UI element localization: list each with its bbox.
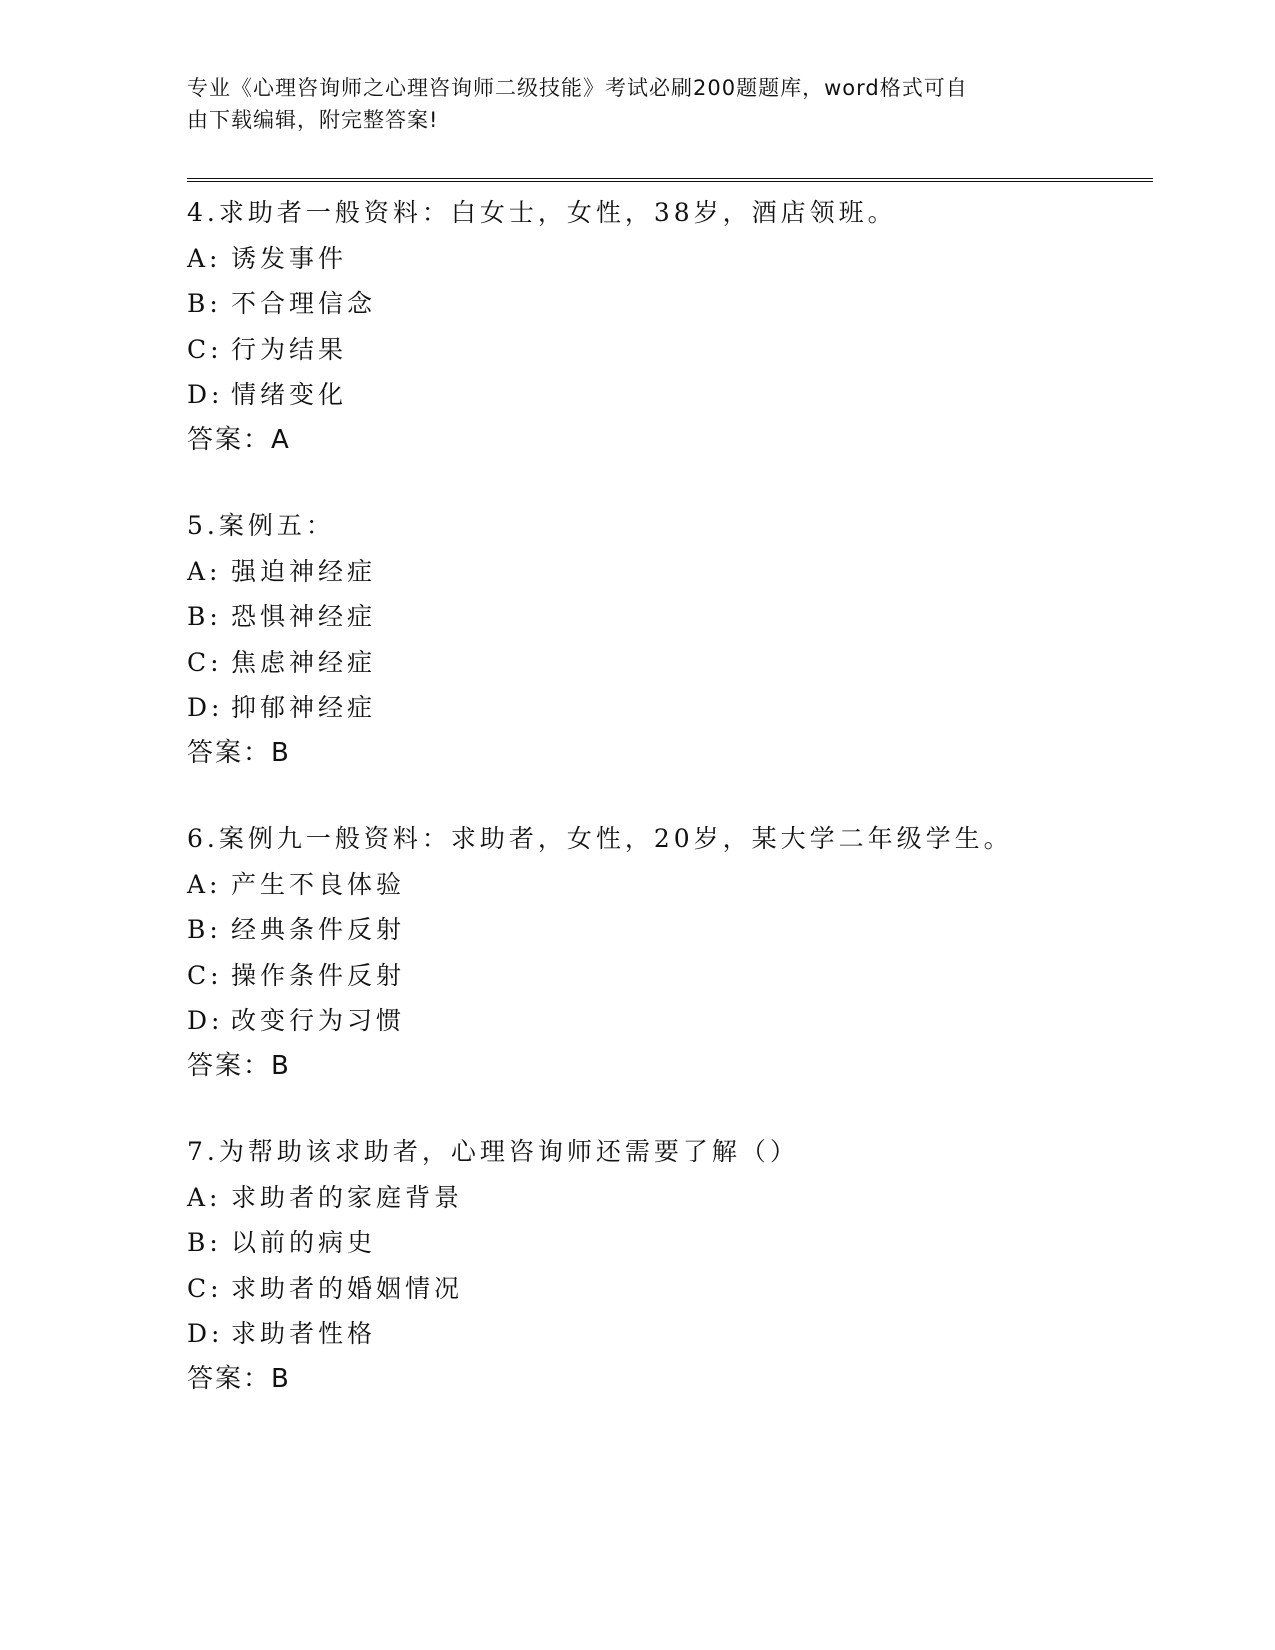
option-d [187, 998, 1153, 1044]
option-text: 强迫神经症 [231, 556, 377, 586]
option-text: 求助者的婚姻情况 [231, 1273, 464, 1303]
option-text: 操作条件反射 [231, 960, 406, 990]
option-a [187, 862, 1153, 908]
answer-line: 答案：B [187, 1050, 291, 1081]
option-d [187, 1311, 1153, 1357]
option-text: 不合理信念 [231, 289, 377, 318]
question-7 [187, 1129, 1153, 1402]
option-key: B: [187, 602, 222, 631]
question-stem: 4.求助者一般资料：白女士，女性，38岁，酒店领班。 [187, 198, 897, 227]
option-c [187, 1266, 1153, 1312]
option-key: C: [187, 334, 223, 364]
option-key: A: [187, 869, 222, 899]
question-4 [187, 190, 1153, 463]
option-a [187, 1175, 1153, 1221]
option-b [187, 594, 1153, 640]
option-d [187, 372, 1153, 418]
option-c [187, 953, 1153, 999]
option-b [187, 907, 1153, 953]
option-text: 以前的病史 [231, 1228, 377, 1257]
option-key: B: [187, 1228, 222, 1257]
option-text: 求助者的家庭背景 [231, 1182, 464, 1212]
question-list [187, 190, 1153, 1442]
option-text: 情绪变化 [231, 380, 348, 409]
option-a [187, 549, 1153, 595]
question-stem: 7.为帮助该求助者，心理咨询师还需要了解（） [187, 1137, 799, 1166]
question-6 [187, 816, 1153, 1089]
option-key: B: [187, 289, 222, 318]
option-a [187, 236, 1153, 282]
option-text: 焦虑神经症 [231, 647, 377, 677]
option-text: 产生不良体验 [231, 869, 406, 899]
option-key: A: [187, 243, 222, 273]
option-text: 抑郁神经症 [231, 693, 377, 722]
option-b [187, 281, 1153, 327]
header-line-1: 专业《心理咨询师之心理咨询师二级技能》考试必刷200题题库，word格式可自 [187, 76, 968, 100]
option-key: A: [187, 1182, 222, 1212]
option-text: 诱发事件 [231, 243, 348, 273]
option-key: C: [187, 960, 223, 990]
answer-line: 答案：B [187, 1363, 291, 1394]
question-stem: 5.案例五： [187, 511, 335, 540]
question-5 [187, 503, 1153, 776]
option-text: 改变行为习惯 [231, 1006, 406, 1035]
answer-line: 答案：A [187, 424, 291, 455]
option-key: D: [187, 380, 224, 409]
option-key: A: [187, 556, 222, 586]
option-text: 恐惧神经症 [231, 602, 377, 631]
option-b [187, 1220, 1153, 1266]
option-c [187, 640, 1153, 686]
header-divider [187, 178, 1153, 182]
option-key: C: [187, 647, 223, 677]
document-header [187, 72, 1067, 136]
option-key: B: [187, 915, 222, 944]
option-c [187, 327, 1153, 373]
question-stem: 6.案例九一般资料：求助者，女性，20岁，某大学二年级学生。 [187, 824, 1013, 853]
option-text: 经典条件反射 [231, 915, 406, 944]
option-key: D: [187, 1006, 224, 1035]
header-line-2: 由下载编辑，附完整答案! [187, 108, 439, 132]
answer-line: 答案：B [187, 737, 291, 768]
option-d [187, 685, 1153, 731]
option-key: D: [187, 693, 224, 722]
option-text: 行为结果 [231, 334, 348, 364]
option-key: C: [187, 1273, 223, 1303]
option-text: 求助者性格 [231, 1319, 377, 1348]
option-key: D: [187, 1319, 224, 1348]
